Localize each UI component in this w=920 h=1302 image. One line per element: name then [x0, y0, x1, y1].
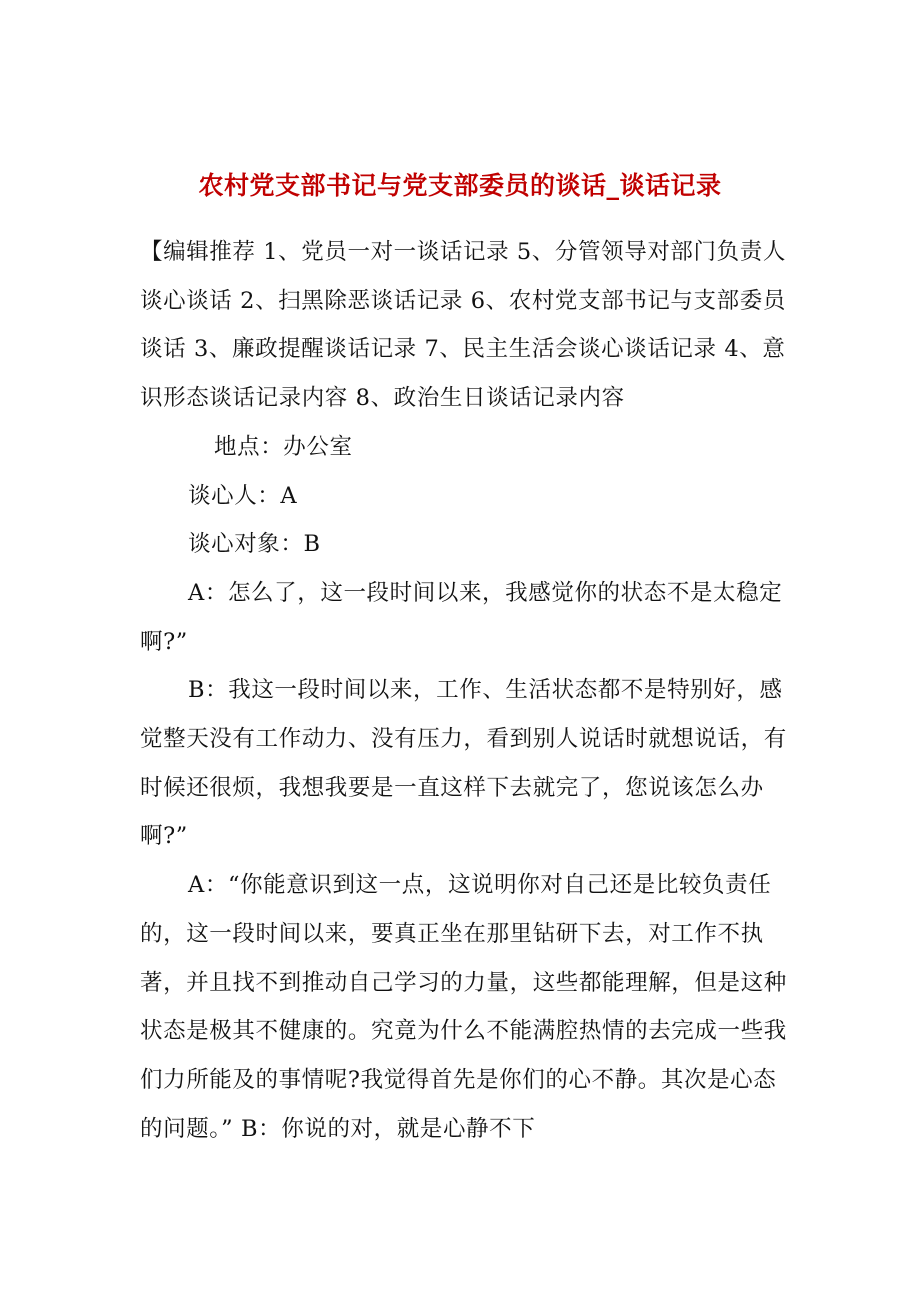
editor-recommend-paragraph: 【编辑推荐 1、党员一对一谈话记录 5、分管领导对部门负责人谈心谈话 2、扫黑除恶谈话记录 6、农村党支部书记与支部委员谈话 3、廉政提醒谈话记录 7、民主生活会谈心谈话记录 4、意识形态谈话记录内容 8、政治生日谈话记录内容: [140, 239, 786, 412]
dialogue-paragraph: A：怎么了，这一段时间以来，我感觉你的状态不是太稳定啊?”: [140, 579, 783, 655]
document-title: 农村党支部书记与党支部委员的谈话_谈话记录: [198, 171, 722, 200]
location-line: 地点：办公室: [214, 433, 353, 460]
dialogue-paragraph: B：我这一段时间以来，工作、生活状态都不是特别好，感觉整天没有工作动力、没有压力，看到别人说话时就想说话，有时候还很烦，我想我要是一直这样下去就完了，您说该怎么办啊?”: [140, 677, 787, 850]
speaker-line: 谈心人：A: [188, 482, 298, 509]
target-line: 谈心对象：B: [188, 531, 321, 558]
dialogue-paragraph: A：“你能意识到这一点，这说明你对自己还是比较负责任的，这一段时间以来，要真正坐在那里钻研下去，对工作不执著，并且找不到推动自己学习的力量，这些都能理解，但是这种状态是极其不健康的。究竟为什么不能满腔热情的去完成一些我们力所能及的事情呢?我觉得首先是你们的心不静。其次是心态的问题。” B：你说的对，就是心静不下: [140, 872, 787, 1142]
document-body: [140, 228, 788, 1153]
